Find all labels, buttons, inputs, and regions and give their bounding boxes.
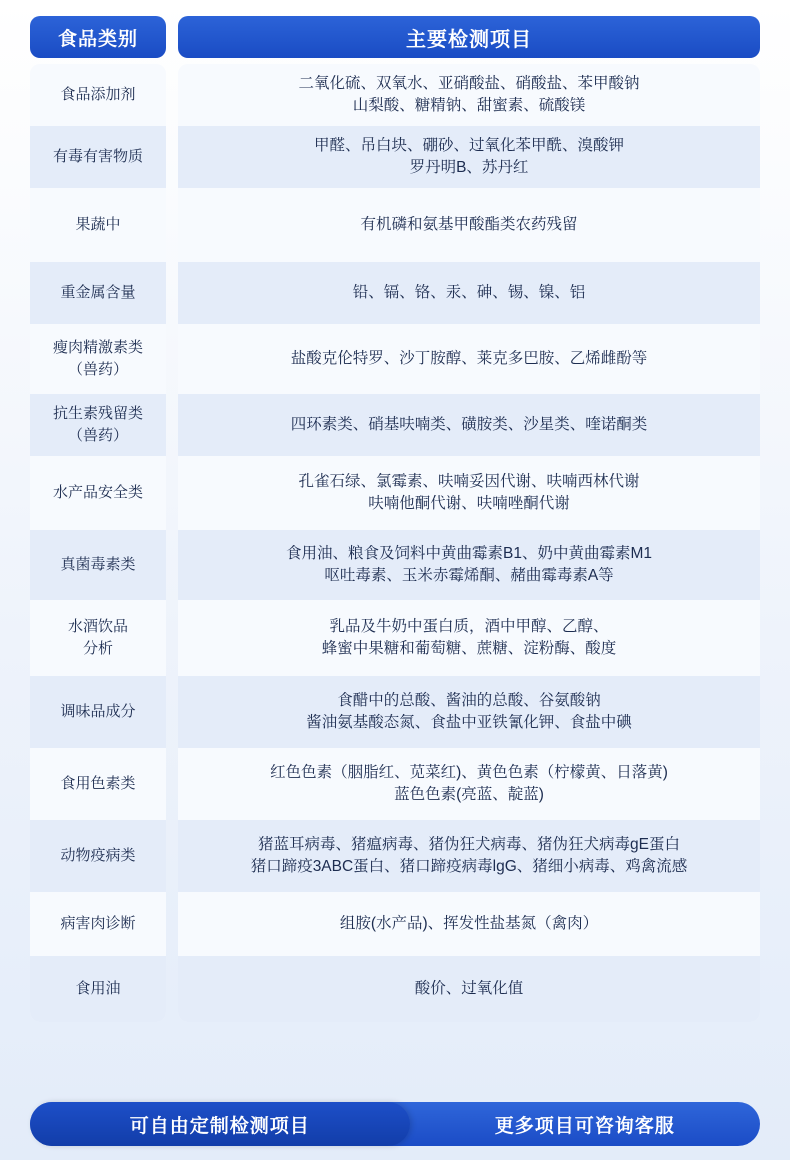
items-cell [178,956,760,1022]
detection-table [30,16,760,1022]
category-cell-list [30,64,166,1022]
category-cell [30,188,166,262]
items-cell [178,820,760,892]
items-text: 猪蓝耳病毒、猪瘟病毒、猪伪狂犬病毒、猪伪狂犬病毒gE蛋白 猪口蹄疫3ABC蛋白、猪口蹄疫病毒lgG、猪细小病毒、鸡禽流感 [250,835,688,875]
category-label: 瘦肉精激素类 （兽药） [52,339,143,378]
category-label: 调味品成分 [60,703,136,721]
category-cell [30,262,166,324]
category-label: 水产品安全类 [52,484,143,502]
items-cell [178,394,760,456]
items-text: 组胺(水产品)、挥发性盐基氮（禽肉） [339,914,599,932]
items-text: 盐酸克伦特罗、沙丁胺醇、莱克多巴胺、乙烯雌酚等 [290,349,648,367]
category-column-header: 食品类别 [30,16,166,58]
items-text: 食醋中的总酸、酱油的总酸、谷氨酸钠 酱油氨基酸态氮、食盐中亚铁氰化钾、食盐中碘 [306,691,632,731]
items-text: 乳品及牛奶中蛋白质，酒中甲醇、乙醇、 蜂蜜中果糖和葡萄糖、蔗糖、淀粉酶、酸度 [321,617,617,657]
items-text: 酸价、过氧化值 [414,979,524,997]
items-text: 红色色素（胭脂红、苋菜红)、黄色色素（柠檬黄、日落黄) 蓝色色素(亮蓝、靛蓝) [270,763,668,803]
items-text: 甲醛、吊白块、硼砂、过氧化苯甲酰、溴酸钾 罗丹明B、苏丹红 [313,136,624,176]
category-label: 动物疫病类 [60,847,136,865]
items-cell [178,262,760,324]
category-cell [30,456,166,530]
items-cell [178,188,760,262]
category-cell [30,748,166,820]
items-text: 铅、镉、铬、汞、砷、锡、镍、铝 [352,283,586,301]
category-label: 食用色素类 [60,775,136,793]
items-text: 食用油、粮食及饲料中黄曲霉素B1、奶中黄曲霉素M1 呕吐毒素、玉米赤霉烯酮、赭曲霉毒素A等 [286,544,652,584]
items-cell [178,676,760,748]
footer-bar [30,1102,760,1146]
category-column [30,16,166,1022]
category-cell [30,600,166,676]
category-cell [30,530,166,600]
category-cell [30,820,166,892]
category-label: 食品添加剂 [60,86,136,104]
category-cell [30,956,166,1022]
category-label: 水酒饮品 分析 [67,618,128,657]
category-label: 有毒有害物质 [52,148,143,166]
items-cell [178,324,760,394]
category-cell [30,676,166,748]
category-cell [30,324,166,394]
category-label: 食用油 [75,980,121,998]
items-cell-list [178,64,760,1022]
category-label: 抗生素残留类 （兽药） [52,405,143,444]
category-cell [30,892,166,956]
category-cell [30,394,166,456]
items-cell [178,530,760,600]
items-text: 孔雀石绿、氯霉素、呋喃妥因代谢、呋喃西林代谢 呋喃他酮代谢、呋喃唑酮代谢 [298,472,640,512]
items-text: 二氧化硫、双氧水、亚硝酸盐、硝酸盐、苯甲酸钠 山梨酸、糖精钠、甜蜜素、硫酸镁 [298,74,640,114]
category-label: 病害肉诊断 [60,915,136,933]
category-cell [30,126,166,188]
custom-items-button[interactable]: 可自由定制检测项目 [30,1102,410,1146]
items-column-header: 主要检测项目 [178,16,760,58]
items-text: 四环素类、硝基呋喃类、磺胺类、沙星类、喹诺酮类 [290,415,648,433]
items-column [178,16,760,1022]
footer-note: 更多项目可咨询客服 [494,1115,675,1137]
category-cell [30,64,166,126]
category-label: 重金属含量 [60,284,136,302]
items-cell [178,600,760,676]
category-label: 果蔬中 [75,216,121,234]
items-text: 有机磷和氨基甲酸酯类农药残留 [360,215,578,233]
items-cell [178,892,760,956]
items-cell [178,456,760,530]
category-label: 真菌毒素类 [60,556,136,574]
items-cell [178,748,760,820]
items-cell [178,64,760,126]
items-cell [178,126,760,188]
